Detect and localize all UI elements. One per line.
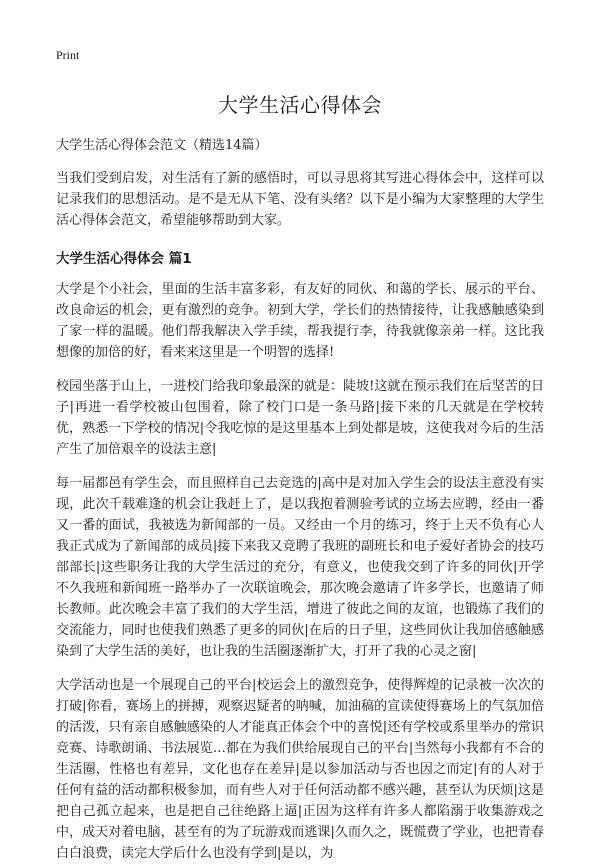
intro-paragraph: 当我们受到启发，对生活有了新的感悟时，可以寻思将其写进心得体会中，这样可以记录我们的思想活动。是不是无从下笔、没有头绪？以下是小编为大家整理的大学生活心得体会范文，希望能够帮助到大家。	[56, 171, 544, 228]
page-title: 大学生活心得体会	[218, 93, 382, 117]
print-link[interactable]: Print	[56, 48, 80, 62]
body-paragraph: 大学活动也是一个展现自己的平台|校运会上的激烈竞争，使得辉煌的记录被一次次的打破|你看，赛场上的拼搏，观察迟疑者的呐喊，加油稿的宣读使得赛场上的气氛加倍的活泼，只有亲自感触感染的人才能真正体会个中的喜悦|还有学校或系里举办的常识竞赛、诗歌朗诵、书法展览…都在为我们供给展现自己的平台|当然每小我都有不合的生活圈，性格也有差异，文化也存在差异|是以参加活动与否也因之而定|有的人对于任何有益的活动都积极参加，而有些人对于任何活动都不感兴趣，甚至认为厌烦|这是把自己孤立起来，也是把自己往绝路上逼|正因为这样有许多人都陷溺于收集游戏之中，成天对着电脑，甚至有的为了玩游戏而逃课|久而久之，既慌费了学业，也把青春白白浪费，读完大学后什么也没有学到|是以，为	[56, 678, 544, 861]
body-paragraph: 每一届都邑有学生会，而且照样自己去竞选的|高中是对加入学生会的设法主意没有实现，此次千载难逢的机会让我赶上了，是以我抱着测验考试的立场去应聘，经由一番又一番的面试，我被选为新闻部的一员。又经由一个月的练习，终于上天不负有心人我正式成为了新闻部的成员|接下来我又竞聘了我班的副班长和电子爱好者协会的技巧部部长|这些职务让我的大学生活过的充分，有意义，也使我交到了许多的同伙|开学不久我班和新闻班一路举办了一次联谊晚会，那次晚会邀请了许多学长，也邀请了师长教师。此次晚会丰富了我们的大学生活，增进了彼此之间的友谊，也锻炼了我们的交流能力，同时也使我们熟悉了更多的同伙|在后的日子里，这些同伙让我加倍感触感染到了大学生活的美好，也让我的生活圈逐渐扩大，打开了我的心灵之窗|	[56, 476, 544, 659]
body-paragraph: 大学是个小社会，里面的生活丰富多彩，有友好的同伙、和蔼的学长、展示的平台、改良命运的机会，更有激烈的竞争。初到大学，学长们的热情接待，让我感触感染到了家一样的温暖。他们帮我解决入学手续，帮我提行李，待我就像亲弟一样。这比我想像的加倍的好，看来来这里是一个明智的选择!	[56, 282, 544, 360]
section-heading: 大学生活心得体会 篇1	[56, 251, 192, 267]
body-paragraph: 校园坐落于山上，一进校门给我印象最深的就是：陡坡!这就在预示我们在后坚苦的日子|再进一看学校被山包围着，除了校门口是一条马路|接下来的几天就是在学校转优，熟悉一下学校的情况|令我吃惊的是这里基本上到处都是坡，这使我对今后的生活产生了加倍艰辛的设法主意|	[56, 379, 544, 457]
document-subtitle: 大学生活心得体会范文（精选14篇）	[56, 138, 268, 153]
